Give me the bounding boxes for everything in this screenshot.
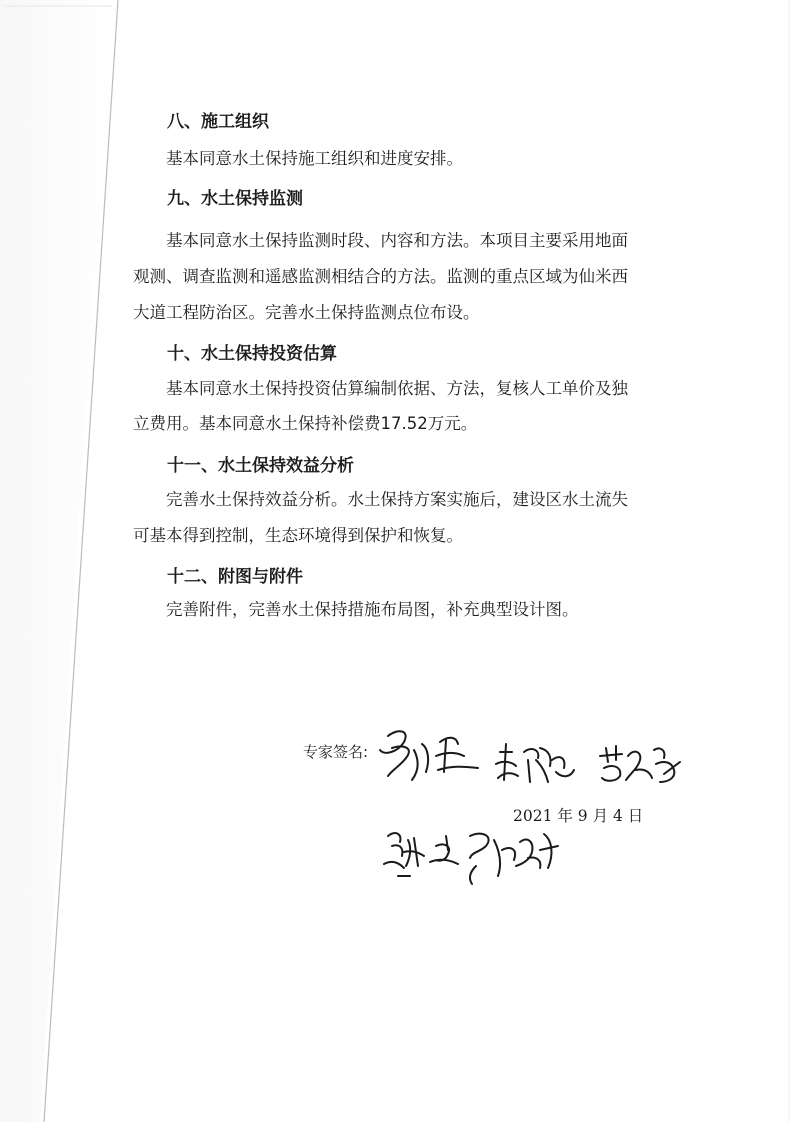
signature-4 bbox=[384, 833, 458, 876]
section-9-line-1: 基本同意水土保持监测时段、内容和方法。本项目主要采用地面 bbox=[166, 231, 628, 250]
section-9-line-3: 大道工程防治区。完善水土保持监测点位布设。 bbox=[133, 303, 480, 322]
section-heading-11: 十一、水土保持效益分析 bbox=[167, 456, 354, 476]
section-heading-9: 九、水土保持监测 bbox=[167, 189, 303, 209]
section-heading-8: 八、施工组织 bbox=[167, 112, 269, 132]
section-12-line-1: 完善附件，完善水土保持措施布局图，补充典型设计图。 bbox=[166, 600, 579, 619]
signature-1 bbox=[380, 731, 478, 780]
signature-3 bbox=[600, 746, 680, 782]
section-heading-10: 十、水土保持投资估算 bbox=[167, 344, 337, 364]
section-10-line-1: 基本同意水土保持投资估算编制依据、方法，复核人工单价及独 bbox=[166, 379, 628, 398]
section-10-line-2: 立费用。基本同意水土保持补偿费17.52万元。 bbox=[133, 414, 478, 433]
section-11-line-2: 可基本得到控制，生态环境得到保护和恢复。 bbox=[133, 526, 463, 545]
section-11-line-1: 完善水土保持效益分析。水土保持方案实施后，建设区水土流失 bbox=[166, 490, 628, 509]
signature-date: 2021 年 9 月 4 日 bbox=[513, 807, 644, 825]
section-heading-12: 十二、附图与附件 bbox=[167, 567, 303, 587]
section-8-line-1: 基本同意水土保持施工组织和进度安排。 bbox=[166, 149, 463, 168]
section-9-line-2: 观测、调查监测和遥感监测相结合的方法。监测的重点区域为仙米西 bbox=[133, 267, 628, 286]
signature-2 bbox=[496, 744, 574, 782]
signature-label: 专家签名: bbox=[303, 743, 369, 761]
signature-5 bbox=[470, 834, 558, 884]
